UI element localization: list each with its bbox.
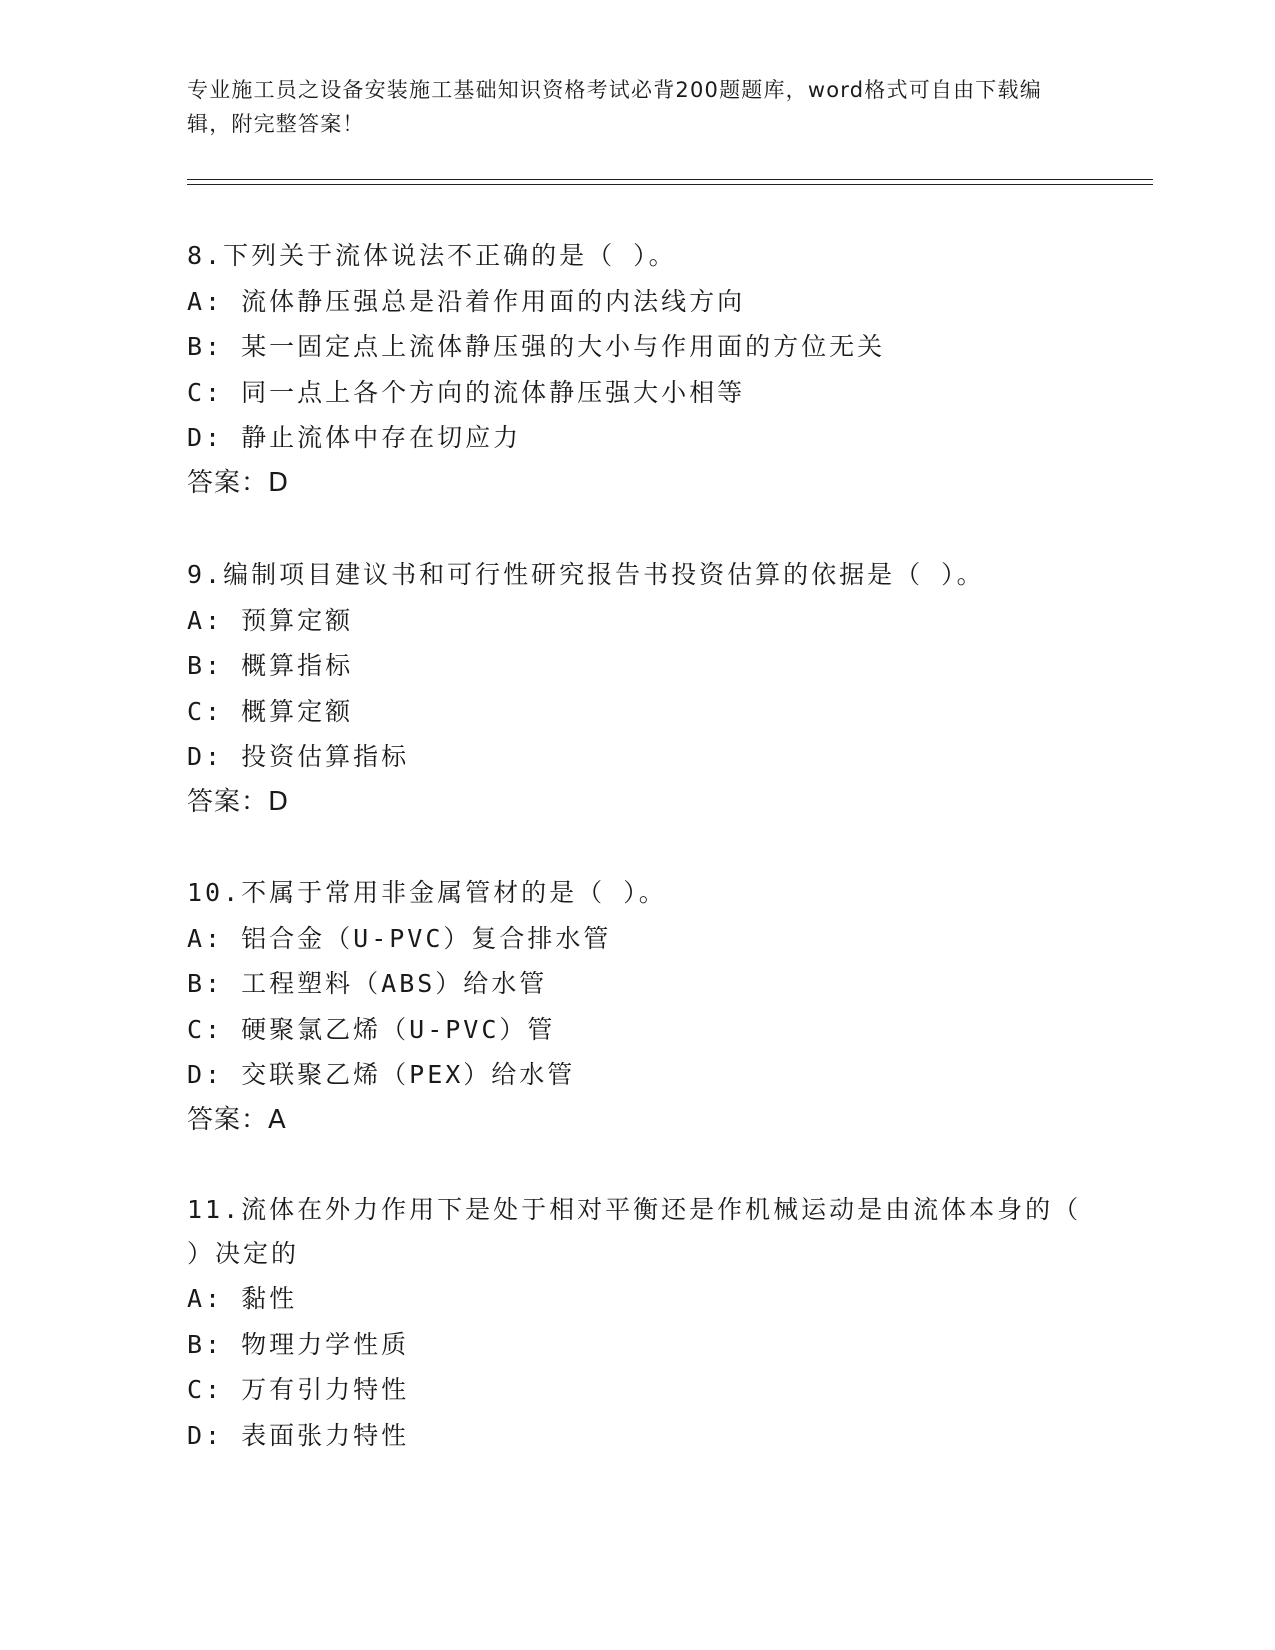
option-b: B: 某一固定点上流体静压强的大小与作用面的方位无关	[187, 332, 886, 361]
option-d: D: 静止流体中存在切应力	[187, 423, 522, 452]
question-stem: 11.流体在外力作用下是处于相对平衡还是作机械运动是由流体本身的（ ）决定的	[187, 1195, 1082, 1268]
option-d: D: 表面张力特性	[187, 1420, 410, 1450]
option-b: B: 概算指标	[187, 651, 354, 680]
option-c: C: 同一点上各个方向的流体静压强大小相等	[187, 377, 746, 407]
option-c: C: 硬聚氯乙烯（U-PVC）管	[187, 1014, 556, 1044]
question-stem: 10.不属于常用非金属管材的是（ ）。	[187, 878, 667, 907]
header-rule-bottom	[187, 184, 1153, 185]
document-header: 专业施工员之设备安装施工基础知识资格考试必背200题题库，word格式可自由下载编辑，附完整答案！	[187, 78, 1042, 136]
option-c: C: 概算定额	[187, 696, 354, 726]
answer-line: 答案：D	[187, 786, 290, 817]
option-d: D: 投资估算指标	[187, 742, 410, 771]
option-a: A: 流体静压强总是沿着作用面的内法线方向	[187, 286, 746, 316]
header-rule-top	[187, 179, 1153, 180]
question-10	[187, 870, 1087, 1143]
answer-line: 答案：D	[187, 467, 290, 498]
option-c: C: 万有引力特性	[187, 1375, 410, 1404]
question-stem: 8.下列关于流体说法不正确的是（ ）。	[187, 241, 677, 270]
option-a: A: 预算定额	[187, 605, 354, 635]
question-8	[187, 233, 1087, 506]
option-d: D: 交联聚乙烯（PEX）给水管	[187, 1060, 576, 1089]
option-b: B: 物理力学性质	[187, 1329, 410, 1359]
question-9	[187, 552, 1087, 825]
answer-line: 答案：A	[187, 1104, 287, 1135]
question-stem: 9.编制项目建议书和可行性研究报告书投资估算的依据是（ ）。	[187, 560, 985, 589]
question-11	[187, 1188, 1087, 1458]
option-a: A: 黏性	[187, 1284, 298, 1313]
option-b: B: 工程塑料（ABS）给水管	[187, 969, 548, 998]
option-a: A: 铝合金（U-PVC）复合排水管	[187, 923, 612, 953]
